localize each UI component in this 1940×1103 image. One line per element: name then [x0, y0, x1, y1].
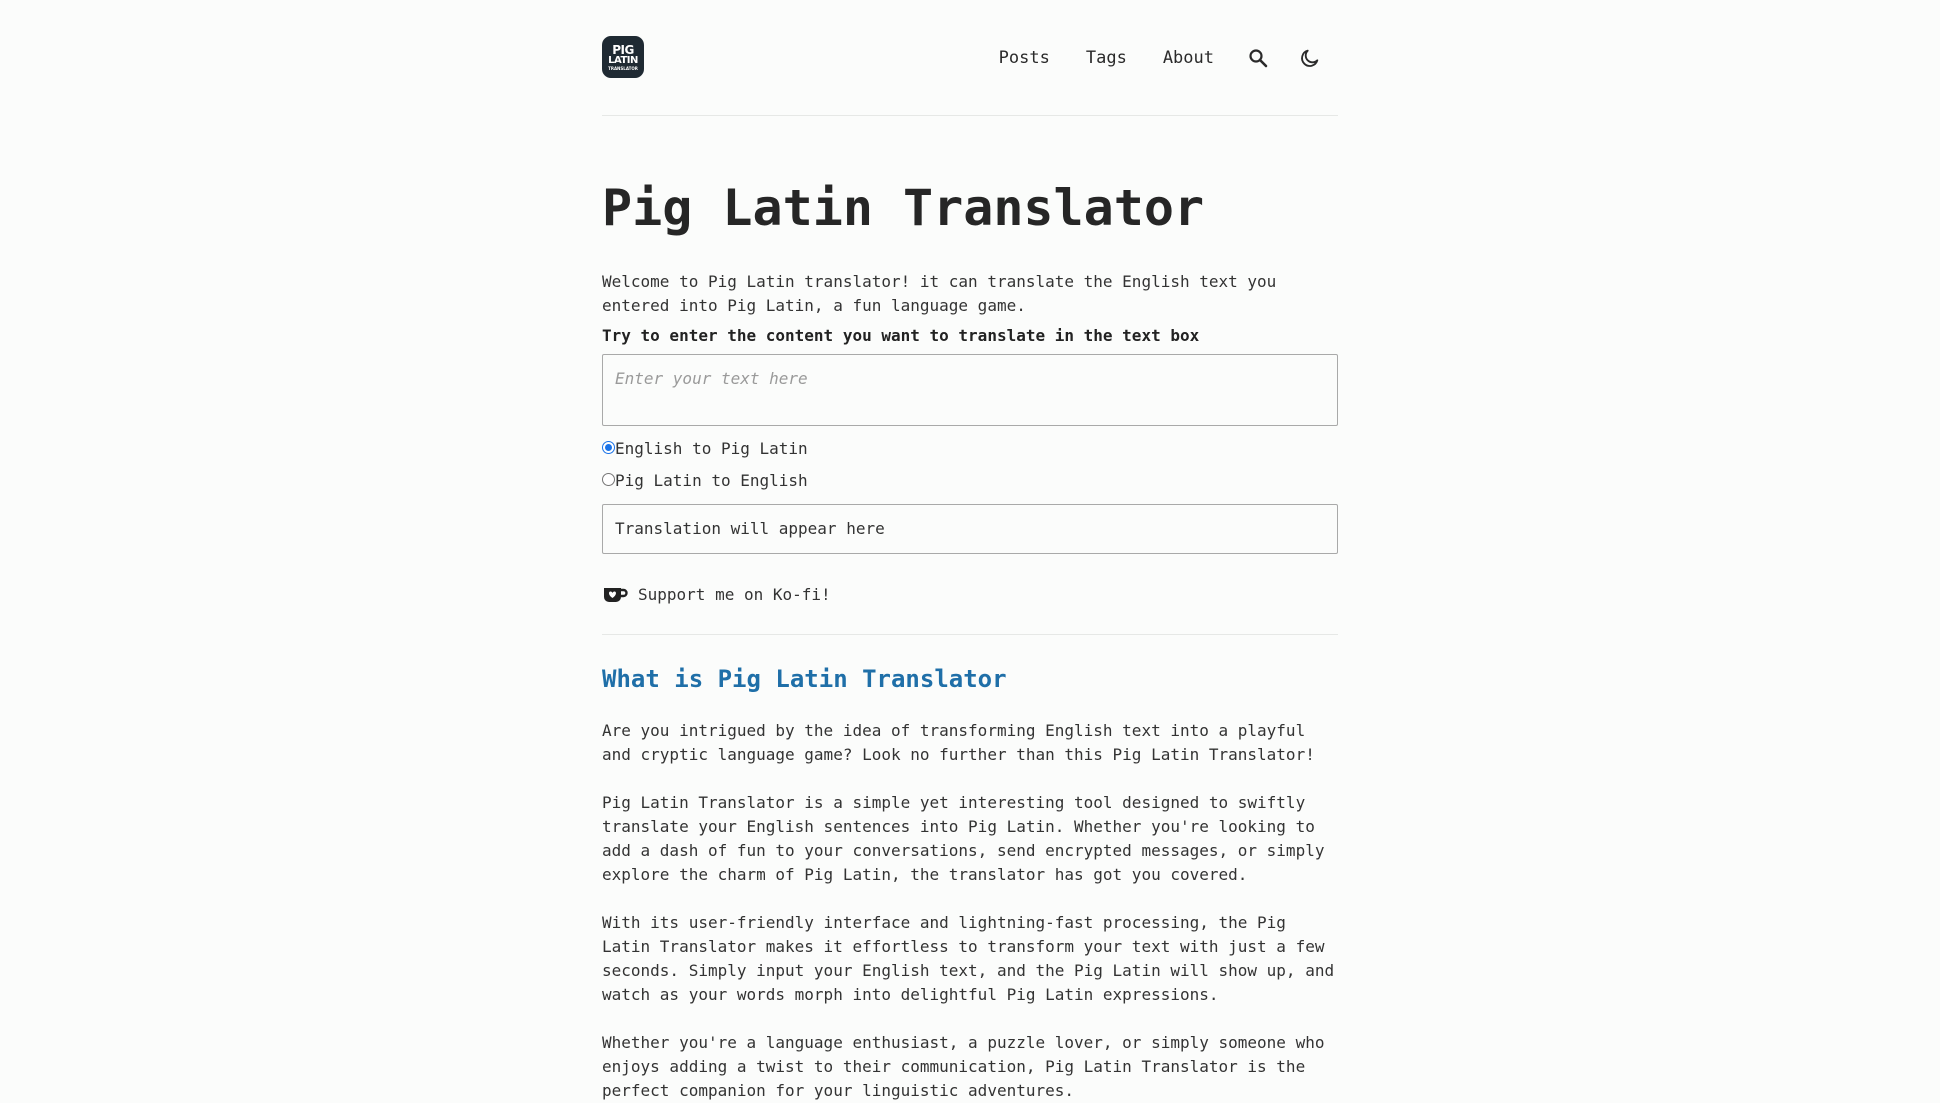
article-paragraph: With its user-friendly interface and lightning-fast processing, the Pig Latin Translator makes it effortless to transform your text with just a few seconds. Simply input your English text, and the Pig Latin will show up, and watch as your words morph into delightful Pig Latin expressions.: [602, 913, 1335, 1004]
source-text-input[interactable]: [602, 354, 1338, 426]
nav-link-tags[interactable]: Tags: [1085, 48, 1127, 68]
article-heading: What is Pig Latin Translator: [602, 665, 1007, 693]
moon-icon[interactable]: [1298, 46, 1322, 70]
radio-label: English to Pig Latin: [615, 438, 808, 458]
search-icon[interactable]: [1246, 46, 1270, 70]
instruction-text: Try to enter the content you want to translate in the text box: [602, 326, 1200, 345]
page-title: Pig Latin Translator: [602, 179, 1205, 237]
nav-link-posts[interactable]: Posts: [998, 48, 1050, 68]
radio-english-to-pig-latin[interactable]: [602, 432, 1338, 464]
site-logo[interactable]: [602, 36, 644, 78]
radio-button-checked[interactable]: [602, 441, 615, 454]
article-paragraph: Pig Latin Translator is a simple yet interesting tool designed to swiftly translate your English sentences into Pig Latin. Whether you're looking to add a dash of fun to your conversations, send encrypted messages, or simply explore the charm of Pig Latin, the translator has got you covered.: [602, 793, 1325, 884]
kofi-cup-icon: [602, 584, 628, 604]
radio-button-unchecked[interactable]: [602, 473, 615, 486]
article-paragraph: Are you intrigued by the idea of transforming English text into a playful and cryptic language game? Look no further than this Pig Latin Translator!: [602, 721, 1315, 764]
kofi-support-link[interactable]: [602, 584, 831, 604]
intro-text: Welcome to Pig Latin translator! it can translate the English text you entered into Pig Latin, a fun language game.: [602, 272, 1277, 315]
article-paragraph: Whether you're a language enthusiast, a puzzle lover, or simply someone who enjoys adding a twist to their communication, Pig Latin Translator is the perfect companion for your linguistic adventures.: [602, 1033, 1325, 1100]
main-nav: [999, 44, 1338, 72]
logo-text-line3: TRANSLATOR: [608, 65, 638, 71]
site-header: [602, 0, 1338, 116]
main-content: [602, 178, 1338, 1103]
section-divider: [602, 634, 1338, 635]
radio-label: Pig Latin to English: [615, 470, 808, 490]
logo-text-line1: PIG: [612, 42, 634, 57]
translation-output: Translation will appear here: [602, 504, 1338, 554]
page-container: [602, 0, 1338, 1103]
kofi-label: Support me on Ko-fi!: [638, 584, 831, 604]
nav-link-about[interactable]: About: [1162, 48, 1214, 68]
logo-text-line2: LATIN: [608, 54, 638, 66]
radio-pig-latin-to-english[interactable]: [602, 464, 1338, 496]
